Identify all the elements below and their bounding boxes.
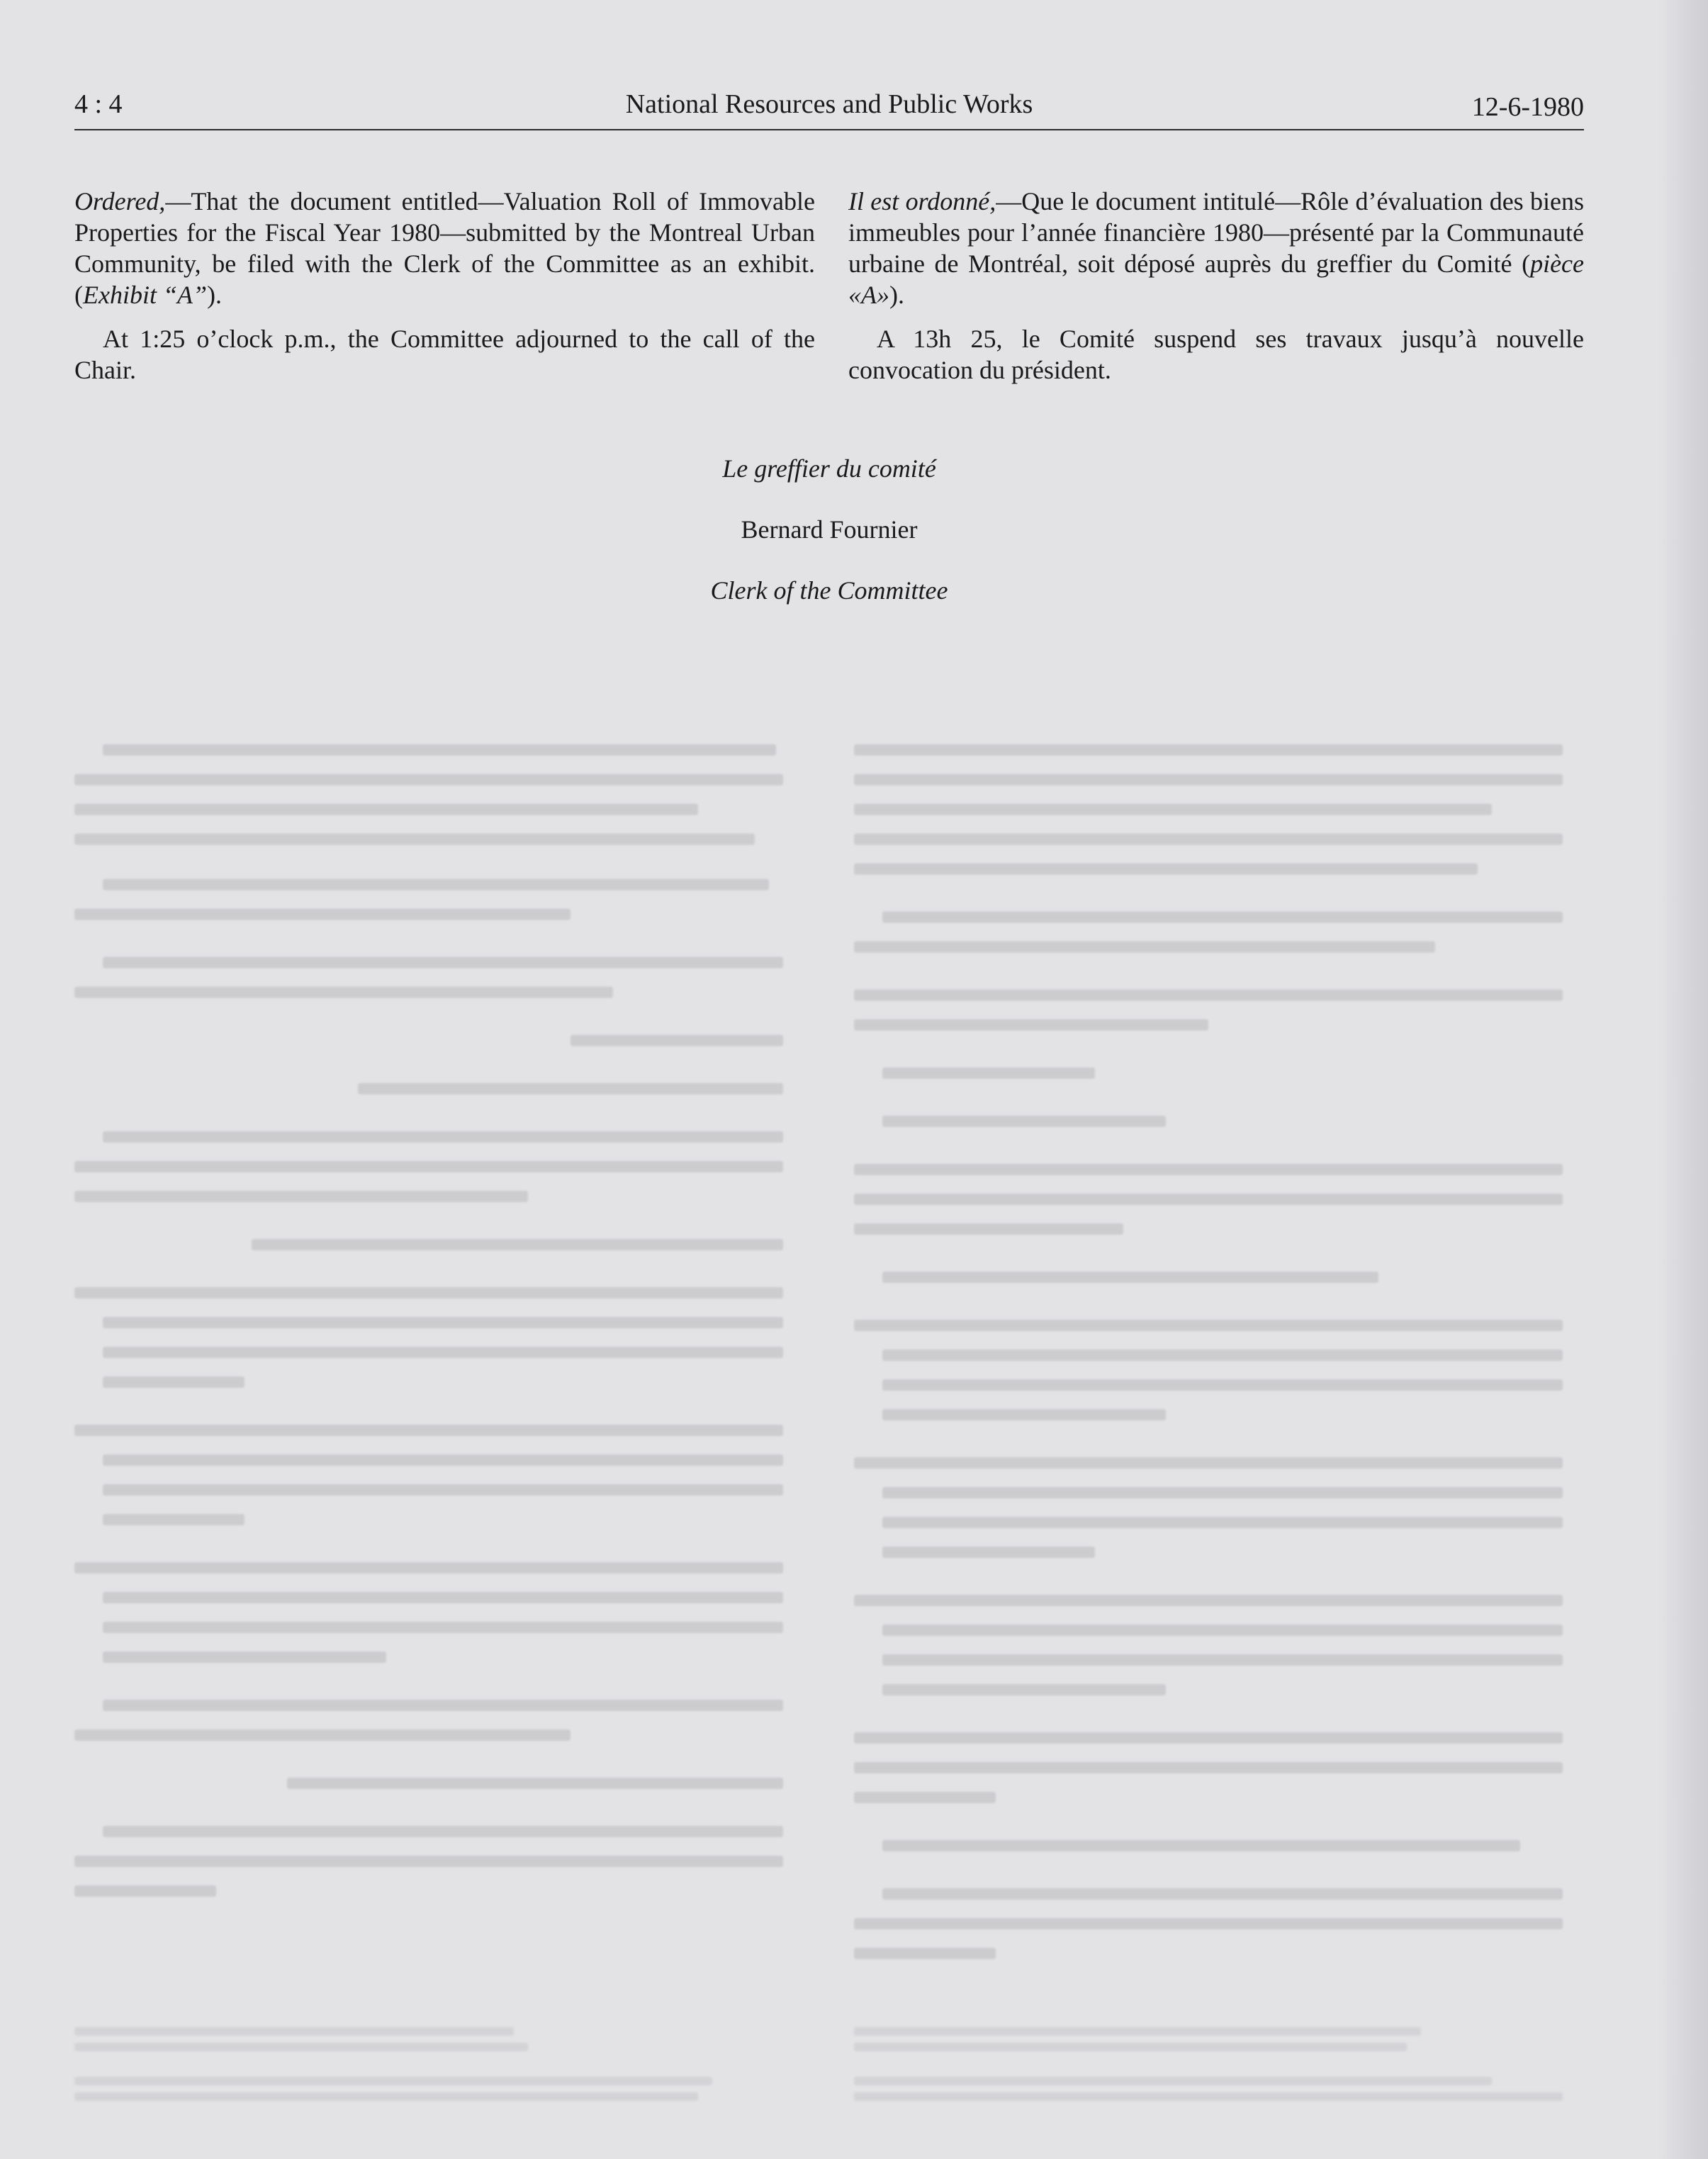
signature-name: Bernard Fournier (741, 515, 918, 544)
french-paragraph-ordonne (848, 186, 1584, 310)
bleed-through-footer (74, 2027, 1584, 2098)
page-title: National Resources and Public Works (625, 89, 1033, 119)
english-column (74, 186, 815, 398)
page-number: 4 : 4 (74, 89, 123, 119)
english-exhibit-label: Exhibit “A” (83, 281, 208, 309)
french-ordonne-end: ). (889, 281, 904, 309)
signature-english-title: Clerk of the Committee (710, 576, 948, 605)
paper-edge-shade (1658, 0, 1708, 2159)
signature-french-title: Le greffier du comité (722, 454, 936, 483)
bleed-through-text (74, 744, 1584, 2006)
english-ordered-text: —That the document entitled—Valuation Roll of Immovable Properties for the Fiscal Year 1980—submitted by the Montreal Urban Community, be filed with the Clerk of the Committee as an exhibit. ( (74, 187, 815, 309)
french-paragraph-suspend: A 13h 25, le Comité suspend ses travaux jusqu’à nouvelle convocation du président. (848, 325, 1584, 384)
french-column (848, 186, 1584, 398)
header-rule (74, 129, 1584, 130)
english-ordered-label: Ordered, (74, 187, 166, 215)
english-paragraph-adjourned: At 1:25 o’clock p.m., the Committee adjourned to the call of the Chair. (74, 325, 815, 384)
french-piece-label: pièce «A» (848, 249, 1584, 309)
page-date: 12-6-1980 (1471, 92, 1584, 122)
page-header (74, 89, 1584, 130)
french-ordonne-label: Il est ordonné, (848, 187, 996, 215)
english-paragraph-ordered (74, 186, 815, 310)
french-ordonne-text: —Que le document intitulé—Rôle d’évaluation des biens immeubles pour l’année financière 1980—présenté par la Communauté urbaine de Montréal, soit déposé auprès du greffier du Comité ( (848, 187, 1584, 278)
english-ordered-end: ). (207, 281, 223, 309)
